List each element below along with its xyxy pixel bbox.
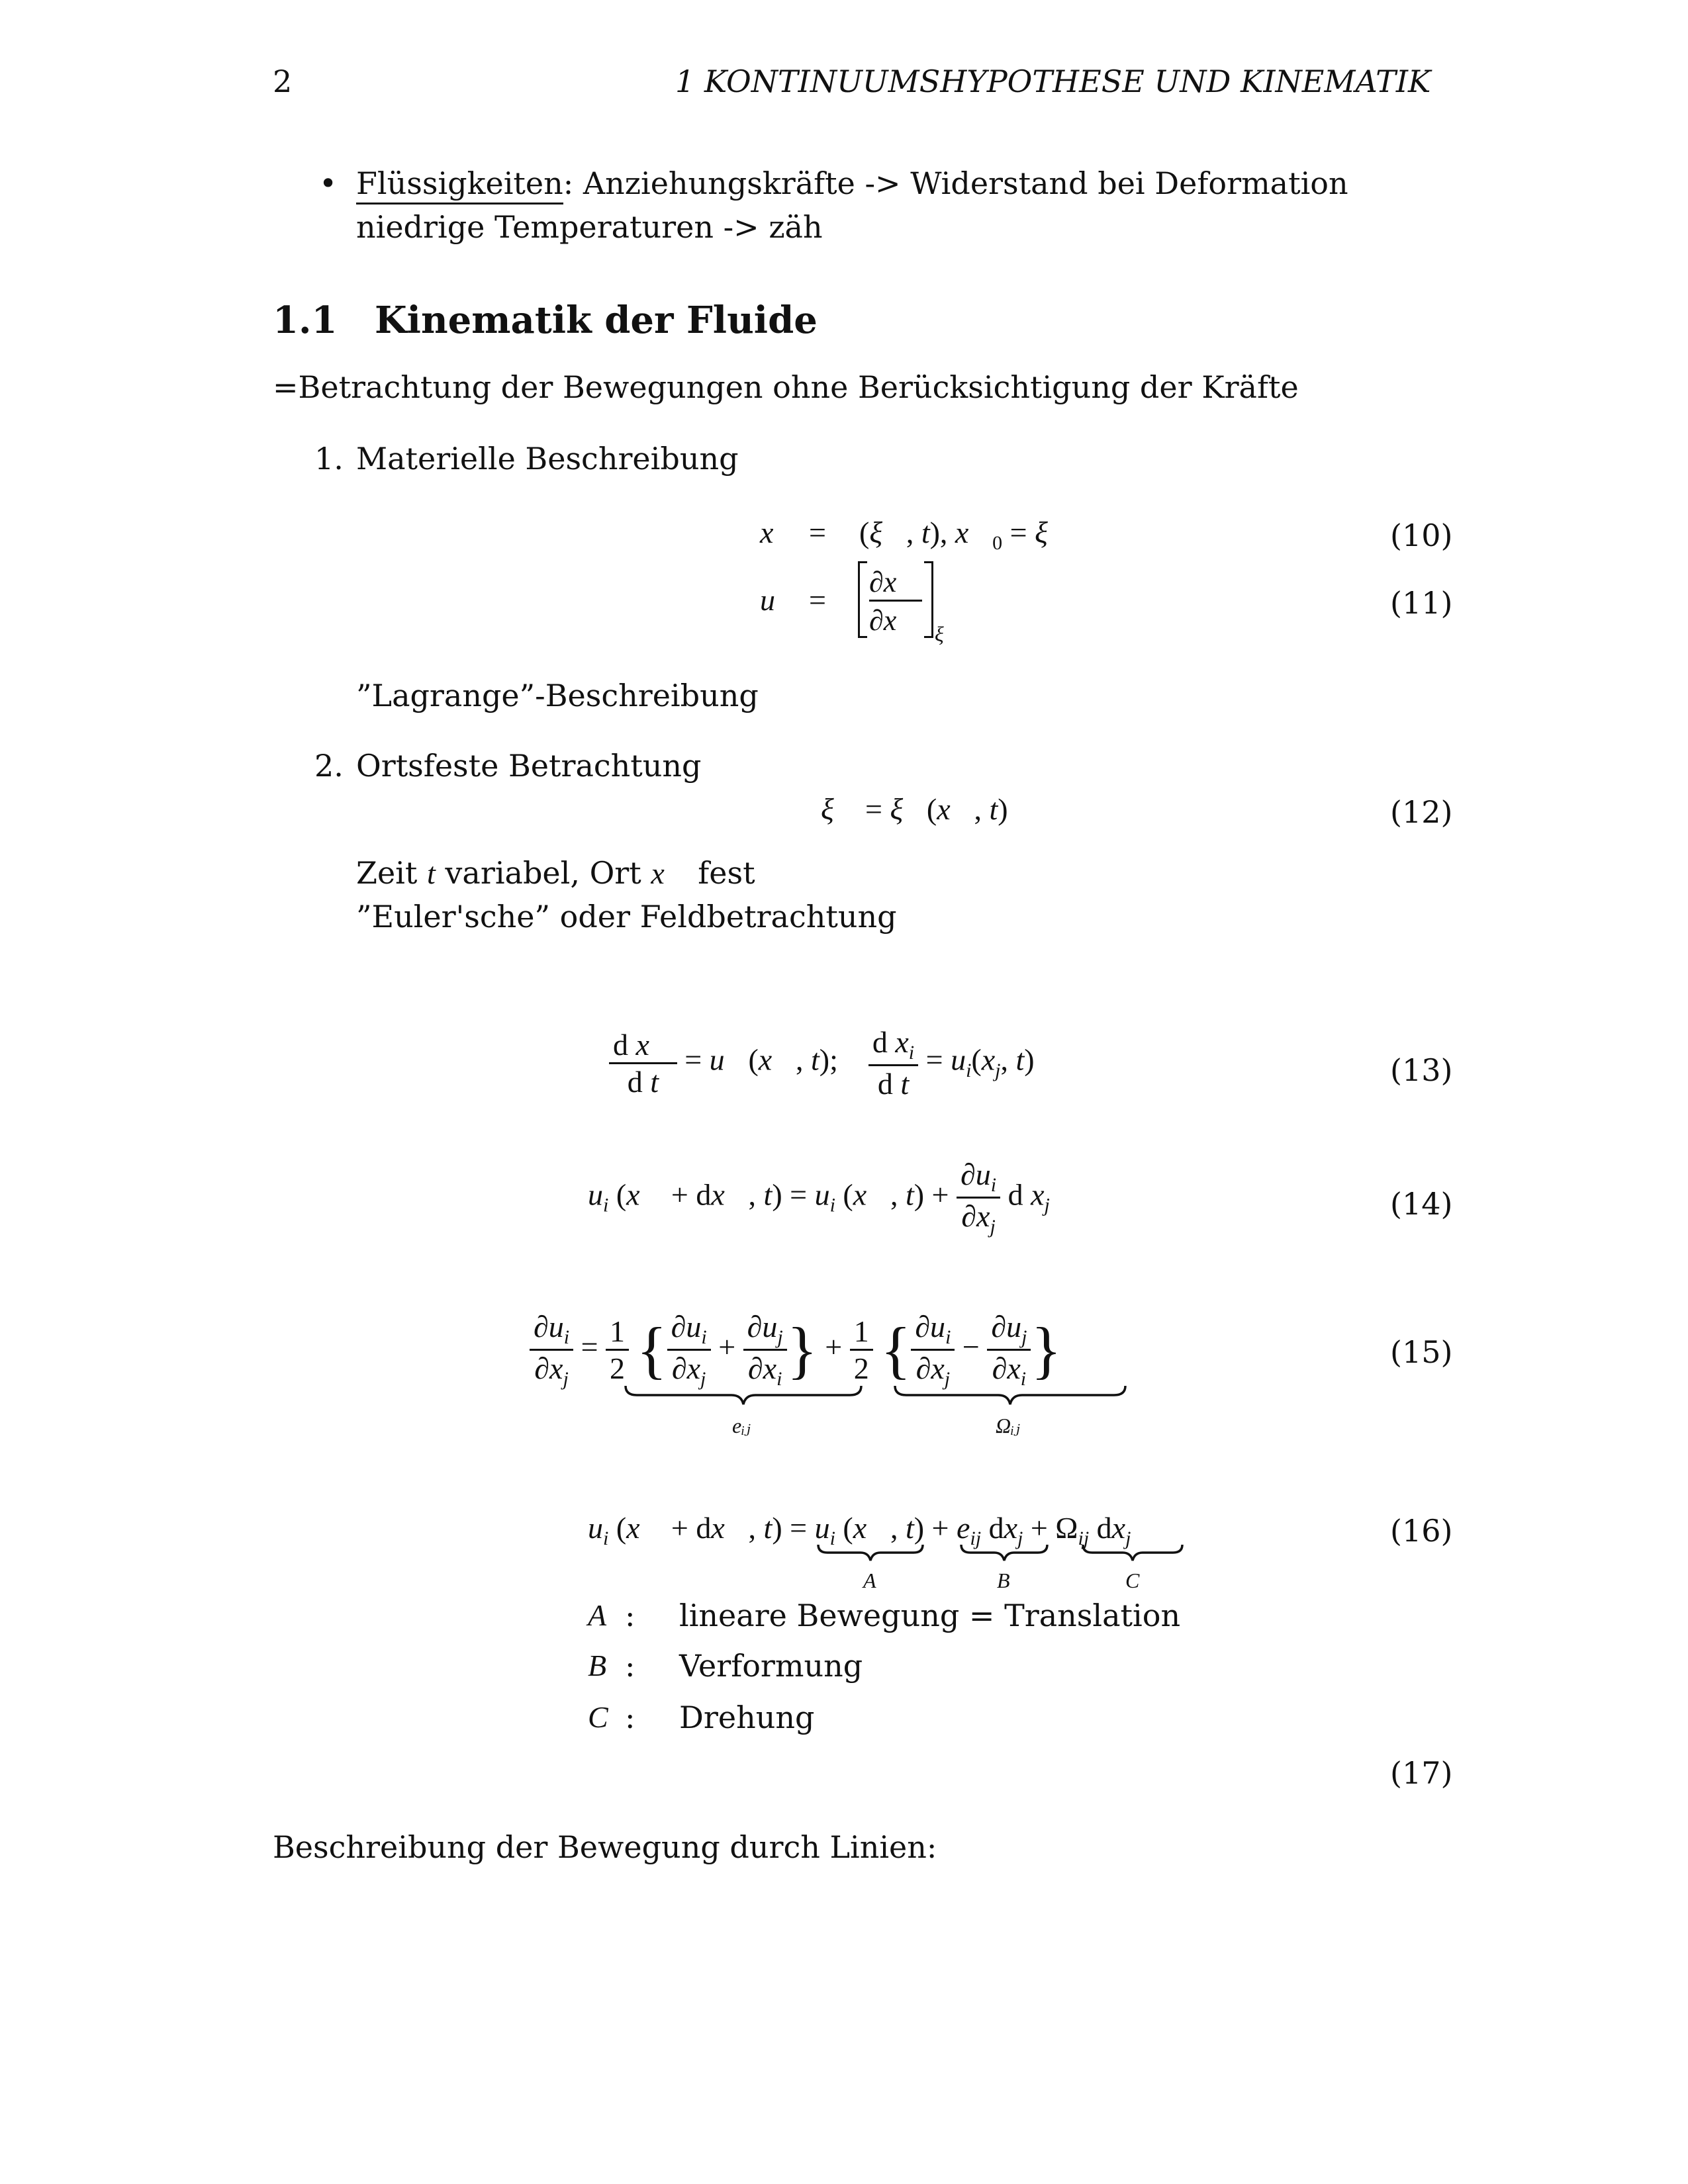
eq16-label-C: C — [1125, 1569, 1140, 1592]
eq16-brace-C — [1083, 1545, 1182, 1561]
eq11-equals: = — [809, 583, 826, 617]
bullet-symbol: • — [319, 165, 338, 201]
legend-A-colon: : — [625, 1598, 635, 1633]
eq11-number: (11) — [1390, 585, 1453, 621]
eq14-expression: $u_i$ (x⃗ + dx⃗, $t) = u_i$ (x⃗, t) + $\frac{\partial u_i}{\partial x_j}$ d $x_j$ — [588, 1158, 1050, 1238]
eq10-rhs: (ξ⃗, t), $x⃗_0$ = ξ⃗ — [859, 516, 1072, 555]
bullet-line-2: niedrige Temperaturen -> zäh — [356, 209, 823, 245]
legend-C-colon: : — [625, 1700, 635, 1735]
eq16-brace-A — [818, 1545, 923, 1561]
section-number: 1.1 — [273, 298, 338, 342]
eq10-lhs: x⃗ — [760, 516, 798, 549]
eq10-equals: = — [809, 516, 826, 549]
section-definition: =Betrachtung der Bewegungen ohne Berücksichtigung der Kräfte — [273, 369, 1299, 405]
item2-note-1: Zeit t variabel, Ort x⃗ fest — [356, 855, 755, 891]
eq15-label-e: eᵢⱼ — [732, 1414, 751, 1437]
section-title: Kinematik der Fluide — [375, 298, 818, 342]
eq16-label-A: A — [863, 1569, 876, 1592]
legend-B-colon: : — [625, 1648, 635, 1684]
eq11-lhs: u⃗ — [760, 583, 799, 617]
eq11-numerator: ∂x⃗ — [869, 566, 919, 598]
eq10-number: (10) — [1390, 518, 1453, 553]
item1-title: Materielle Beschreibung — [356, 441, 739, 477]
item2-title: Ortsfeste Betrachtung — [356, 748, 702, 784]
eq13-number: (13) — [1390, 1052, 1453, 1088]
eq16-number: (16) — [1390, 1513, 1453, 1549]
eq11-subscript: ξ⃗ — [935, 622, 961, 646]
eq16-label-B: B — [997, 1569, 1010, 1592]
eq15-number: (15) — [1390, 1334, 1453, 1370]
item1-note: ”Lagrange”-Beschreibung — [356, 678, 759, 713]
page-number: 2 — [273, 64, 293, 99]
closing-text: Beschreibung der Bewegung durch Linien: — [273, 1829, 937, 1865]
eq15-expression: $\frac{\partial u_i}{\partial x_j}$ = $\frac{1}{2}$ { $\frac{\partial u_i}{\partial x_j}$ + $\frac{\partial u_j}{\partial x_i}$ } + $\frac{1}{2}$ { $\frac{\partial u_i}{\partial x_j}$ − $\frac{\partial u_j}{\partial x_i}$ } — [530, 1309, 1062, 1390]
legend-A-text: lineare Bewegung = Translation — [679, 1598, 1181, 1633]
legend-A-letter: A — [588, 1598, 607, 1632]
eq13-expression: $\frac{\text{d x⃗}}{\text{d t}}$ = u⃗(x⃗, t); $\frac{d x_i}{\text{d t}}$ = $u_i(x_j$, t) — [609, 1024, 1035, 1101]
eq12-number: (12) — [1390, 794, 1453, 830]
eq11-denominator: ∂x — [869, 604, 897, 637]
legend-B-letter: B — [588, 1649, 607, 1682]
legend-C-letter: C — [588, 1700, 608, 1734]
bullet-line-1-rest: : Anziehungskräfte -> Widerstand bei Deformation — [563, 165, 1348, 201]
legend-C-text: Drehung — [679, 1700, 815, 1735]
eq15-label-omega: Ωᵢⱼ — [996, 1414, 1020, 1437]
legend-B-text: Verformung — [679, 1648, 863, 1684]
running-title: 1 KONTINUUMSHYPOTHESE UND KINEMATIK — [675, 64, 1431, 99]
eq17-number: (17) — [1390, 1755, 1453, 1791]
item2-note-2: ”Euler'sche” oder Feldbetrachtung — [356, 899, 897, 934]
eq16-brace-B — [961, 1545, 1047, 1561]
eq14-number: (14) — [1390, 1186, 1453, 1222]
eq12-expression: ξ⃗ = ξ⃗(x⃗, t) — [821, 792, 1008, 826]
item2-label: 2. — [314, 748, 344, 784]
item1-label: 1. — [314, 441, 344, 477]
eq16-expression: $u_i$ (x⃗ + dx⃗, $t) = u_i$ (x⃗, $t) + e_{ij}$ $dx_j + \Omega_{ij}$ $dx_j$ — [588, 1511, 1131, 1550]
bullet-term: Flüssigkeiten — [356, 165, 563, 205]
